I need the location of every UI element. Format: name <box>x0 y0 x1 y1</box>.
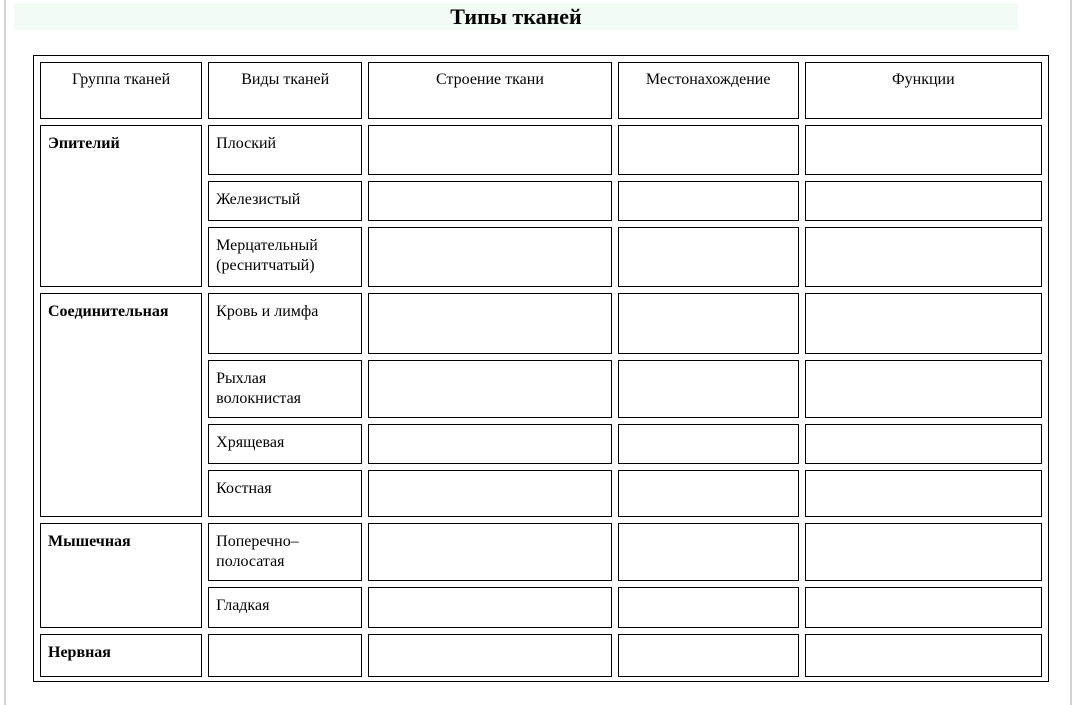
location-cell[interactable] <box>618 587 799 628</box>
tissue-table-frame <box>33 55 1049 682</box>
type-cell: Костная <box>208 470 362 517</box>
functions-cell[interactable] <box>805 634 1042 677</box>
header-location: Местонахождение <box>618 62 799 119</box>
group-muscle: Мышечная <box>40 523 202 628</box>
functions-cell[interactable] <box>805 523 1042 581</box>
structure-cell[interactable] <box>368 424 611 464</box>
table-row <box>40 523 1042 581</box>
type-cell: Гладкая <box>208 587 362 628</box>
structure-cell[interactable] <box>368 293 611 354</box>
group-epithelium: Эпителий <box>40 125 202 287</box>
location-cell[interactable] <box>618 360 799 418</box>
header-types: Виды тканей <box>208 62 362 119</box>
functions-cell[interactable] <box>805 360 1042 418</box>
location-cell[interactable] <box>618 125 799 175</box>
location-cell[interactable] <box>618 181 799 221</box>
functions-cell[interactable] <box>805 587 1042 628</box>
structure-cell[interactable] <box>368 360 611 418</box>
type-cell: Мерцательный (реснитчатый) <box>208 227 362 287</box>
type-cell: Плоский <box>208 125 362 175</box>
type-cell: Кровь и лимфа <box>208 293 362 354</box>
functions-cell[interactable] <box>805 470 1042 517</box>
location-cell[interactable] <box>618 424 799 464</box>
tissue-table <box>34 56 1048 683</box>
header-structure: Строение ткани <box>368 62 611 119</box>
type-cell: Рыхлая волокнистая <box>208 360 362 418</box>
structure-cell[interactable] <box>368 227 611 287</box>
location-cell[interactable] <box>618 293 799 354</box>
header-group: Группа тканей <box>40 62 202 119</box>
group-nervous: Нервная <box>40 634 202 677</box>
functions-cell[interactable] <box>805 125 1042 175</box>
header-functions: Функции <box>805 62 1042 119</box>
structure-cell[interactable] <box>368 181 611 221</box>
functions-cell[interactable] <box>805 181 1042 221</box>
type-cell: Поперечно–полосатая <box>208 523 362 581</box>
type-cell: Железистый <box>208 181 362 221</box>
structure-cell[interactable] <box>368 470 611 517</box>
table-row <box>40 293 1042 354</box>
table-row <box>40 125 1042 175</box>
type-cell: Хрящевая <box>208 424 362 464</box>
page-title: Типы тканей <box>14 3 1018 30</box>
location-cell[interactable] <box>618 470 799 517</box>
location-cell[interactable] <box>618 227 799 287</box>
table-row <box>40 634 1042 677</box>
group-connective: Соединительная <box>40 293 202 517</box>
functions-cell[interactable] <box>805 227 1042 287</box>
location-cell[interactable] <box>618 523 799 581</box>
structure-cell[interactable] <box>368 523 611 581</box>
type-cell[interactable] <box>208 634 362 677</box>
page <box>4 0 1072 705</box>
header-row <box>40 62 1042 119</box>
functions-cell[interactable] <box>805 424 1042 464</box>
structure-cell[interactable] <box>368 634 611 677</box>
location-cell[interactable] <box>618 634 799 677</box>
functions-cell[interactable] <box>805 293 1042 354</box>
structure-cell[interactable] <box>368 125 611 175</box>
structure-cell[interactable] <box>368 587 611 628</box>
